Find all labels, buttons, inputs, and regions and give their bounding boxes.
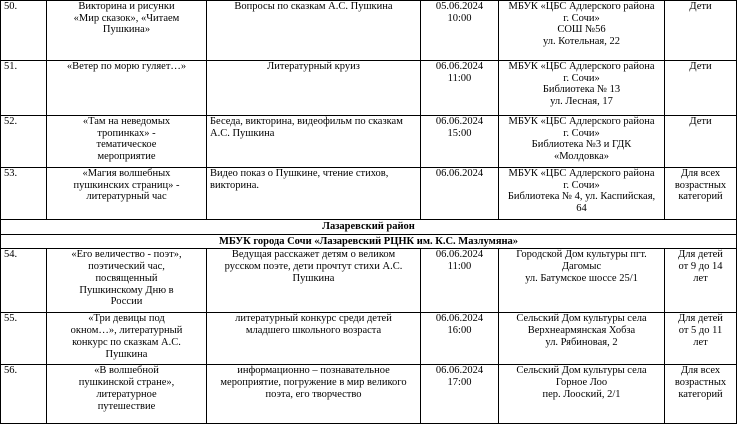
event-title: «Ветер по морю гуляет…»: [47, 61, 207, 116]
table-row: [1, 1, 737, 61]
table-row: [1, 168, 737, 220]
event-place: Сельский Дом культуры села Горное Лоо пер. Лооский, 2/1: [499, 365, 665, 424]
event-datetime: 06.06.2024 17:00: [421, 365, 499, 424]
row-number: 53.: [1, 168, 47, 220]
event-description: Литературный круиз: [207, 61, 421, 116]
event-place: МБУК «ЦБС Адлерского района г. Сочи» Библиотека № 4, ул. Каспийская, 64: [499, 168, 665, 220]
event-datetime: 06.06.2024: [421, 168, 499, 220]
event-datetime: 05.06.2024 10:00: [421, 1, 499, 61]
event-description: информационно – познавательное мероприятие, погружение в мир великого поэта, его творчество: [207, 365, 421, 424]
event-audience: Дети: [665, 116, 737, 168]
event-audience: Для всех возрастных категорий: [665, 365, 737, 424]
table-row: [1, 116, 737, 168]
event-datetime: 06.06.2024 16:00: [421, 313, 499, 365]
event-title: «В волшебной пушкинской стране», литературное путешествие: [47, 365, 207, 424]
event-place: Городской Дом культуры пгт. Дагомыс ул. Батумское шоссе 25/1: [499, 249, 665, 313]
event-place: МБУК «ЦБС Адлерского района г. Сочи» СОШ №56 ул. Котельная, 22: [499, 1, 665, 61]
row-number: 54.: [1, 249, 47, 313]
row-number: 56.: [1, 365, 47, 424]
table-row: [1, 313, 737, 365]
event-datetime: 06.06.2024 11:00: [421, 61, 499, 116]
row-number: 55.: [1, 313, 47, 365]
section-row: [1, 234, 737, 249]
event-audience: Для всех возрастных категорий: [665, 168, 737, 220]
event-place: МБУК «ЦБС Адлерского района г. Сочи» Библиотека №3 и ГДК «Молдовка»: [499, 116, 665, 168]
event-title: «Магия волшебных пушкинских страниц» - литературный час: [47, 168, 207, 220]
table-row: [1, 249, 737, 313]
event-description: Видео показ о Пушкине, чтение стихов, викторина.: [207, 168, 421, 220]
event-description: Ведущая расскажет детям о великом русском поэте, дети прочтут стихи А.С. Пушкина: [207, 249, 421, 313]
district-heading: Лазаревский район: [1, 220, 737, 235]
institution-heading: МБУК города Сочи «Лазаревский РЦНК им. К.С. Мазлумяна»: [1, 234, 737, 249]
event-description: Беседа, викторина, видеофильм по сказкам А.С. Пушкина: [207, 116, 421, 168]
event-datetime: 06.06.2024 15:00: [421, 116, 499, 168]
event-place: МБУК «ЦБС Адлерского района г. Сочи» Библиотека № 13 ул. Лесная, 17: [499, 61, 665, 116]
event-audience: Для детей от 5 до 11 лет: [665, 313, 737, 365]
event-datetime: 06.06.2024 11:00: [421, 249, 499, 313]
section-row: [1, 220, 737, 235]
event-title: «Три девицы под окном…», литературный конкурс по сказкам А.С. Пушкина: [47, 313, 207, 365]
table-row: [1, 61, 737, 116]
row-number: 52.: [1, 116, 47, 168]
table-row: [1, 365, 737, 424]
event-place: Сельский Дом культуры села Верхнеармянская Хобза ул. Рябиновая, 2: [499, 313, 665, 365]
event-title: «Там на неведомых тропинках» - тематическое мероприятие: [47, 116, 207, 168]
event-title: «Его величество - поэт», поэтический час, посвященный Пушкинскому Дню в России: [47, 249, 207, 313]
row-number: 50.: [1, 1, 47, 61]
row-number: 51.: [1, 61, 47, 116]
event-description: Вопросы по сказкам А.С. Пушкина: [207, 1, 421, 61]
event-description: литературный конкурс среди детей младшего школьного возраста: [207, 313, 421, 365]
event-audience: Дети: [665, 61, 737, 116]
event-audience: Дети: [665, 1, 737, 61]
event-audience: Для детей от 9 до 14 лет: [665, 249, 737, 313]
event-title: Викторина и рисунки «Мир сказок», «Читаем Пушкина»: [47, 1, 207, 61]
